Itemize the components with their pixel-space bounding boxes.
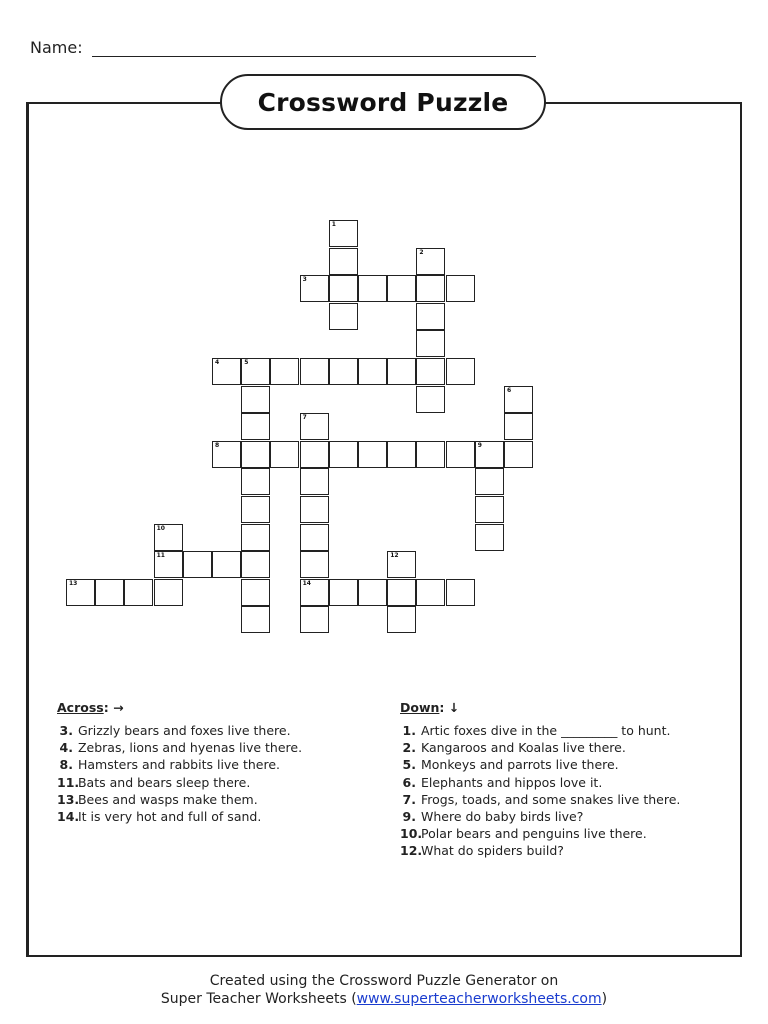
clue-number: 1. — [402, 723, 416, 738]
grid-cell[interactable] — [387, 358, 416, 385]
grid-cell[interactable] — [300, 551, 329, 578]
clue-number: 10. — [400, 826, 423, 842]
cell-number: 7 — [302, 414, 307, 422]
grid-cell[interactable] — [475, 496, 504, 523]
grid-cell[interactable] — [300, 496, 329, 523]
grid-cell[interactable] — [183, 551, 212, 578]
clue-text: Kangaroos and Koalas live there. — [420, 740, 626, 756]
grid-cell[interactable] — [241, 524, 270, 551]
grid-cell[interactable] — [416, 358, 445, 385]
grid-cell[interactable] — [475, 441, 504, 468]
grid-cell[interactable] — [358, 358, 387, 385]
down-colon: : — [439, 700, 445, 715]
grid-cell[interactable] — [154, 579, 183, 606]
grid-cell[interactable] — [212, 358, 241, 385]
clue-text: What do spiders build? — [420, 843, 564, 859]
grid-cell[interactable] — [300, 441, 329, 468]
across-list — [57, 722, 377, 825]
clue-item — [57, 722, 377, 739]
grid-cell[interactable] — [504, 413, 533, 440]
grid-cell[interactable] — [416, 330, 445, 357]
clue-text: Hamsters and rabbits live there. — [77, 757, 281, 773]
cell-number: 9 — [477, 441, 482, 449]
clue-number: 4. — [59, 740, 73, 756]
cell-number: 2 — [419, 248, 424, 256]
clue-number: 8. — [59, 757, 73, 773]
clue-number: 11. — [57, 774, 80, 790]
grid-cell[interactable] — [329, 358, 358, 385]
grid-cell[interactable] — [241, 413, 270, 440]
grid-cell[interactable] — [212, 551, 241, 578]
grid-cell[interactable] — [387, 275, 416, 302]
footer-line-1: Created using the Crossword Puzzle Generator on — [209, 973, 559, 989]
cell-number: 10 — [156, 524, 165, 532]
cell-number: 14 — [302, 579, 311, 587]
grid-cell[interactable] — [300, 579, 329, 606]
grid-cell[interactable] — [416, 441, 445, 468]
cell-number: 5 — [244, 359, 249, 366]
grid-cell[interactable] — [241, 358, 270, 385]
grid-cell[interactable] — [416, 248, 445, 275]
grid-cell[interactable] — [66, 579, 95, 606]
title-banner — [220, 74, 546, 130]
grid-cell[interactable] — [416, 579, 445, 606]
clue-item — [57, 756, 377, 773]
page-title: Crossword Puzzle — [257, 87, 509, 117]
clue-item — [400, 842, 740, 859]
clue-item — [400, 808, 740, 825]
across-clues — [57, 700, 377, 825]
footer-line-2 — [0, 990, 768, 1008]
clue-text: Polar bears and penguins live there. — [420, 826, 647, 842]
grid-cell[interactable] — [329, 441, 358, 468]
across-colon: : — [103, 700, 109, 715]
grid-cell[interactable] — [446, 275, 475, 302]
grid-cell[interactable] — [300, 524, 329, 551]
grid-cell[interactable] — [270, 358, 299, 385]
clue-number: 13. — [57, 791, 80, 807]
cell-number: 12 — [390, 552, 399, 560]
clue-item — [400, 825, 740, 842]
clue-text: Artic foxes dive in the _________ to hunt. — [420, 723, 671, 738]
grid-cell[interactable] — [241, 468, 270, 495]
down-clues — [400, 700, 740, 860]
cell-number: 4 — [215, 359, 220, 366]
grid-cell[interactable] — [329, 220, 358, 247]
clue-number: 2. — [402, 740, 416, 756]
grid-cell[interactable] — [358, 275, 387, 302]
name-blank-field[interactable] — [92, 56, 536, 57]
clue-text: Elephants and hippos love it. — [420, 774, 603, 790]
grid-cell[interactable] — [416, 275, 445, 302]
across-heading — [57, 700, 377, 714]
grid-cell[interactable] — [241, 606, 270, 633]
cell-number: 11 — [156, 552, 165, 560]
grid-cell[interactable] — [300, 358, 329, 385]
grid-cell[interactable] — [241, 551, 270, 578]
grid-cell[interactable] — [95, 579, 124, 606]
down-title: Down — [400, 700, 440, 715]
clue-text: Grizzly bears and foxes live there. — [77, 723, 291, 738]
name-label: Name: — [30, 38, 83, 57]
down-list — [400, 722, 740, 860]
clue-item — [400, 739, 740, 756]
grid-cell[interactable] — [446, 579, 475, 606]
clue-item — [57, 774, 377, 791]
grid-cell[interactable] — [154, 524, 183, 551]
grid-cell[interactable] — [154, 551, 183, 578]
grid-cell[interactable] — [358, 441, 387, 468]
footer — [0, 972, 768, 1008]
clue-text: Bats and bears sleep there. — [77, 774, 251, 790]
grid-cell[interactable] — [300, 275, 329, 302]
grid-cell[interactable] — [358, 579, 387, 606]
grid-cell[interactable] — [387, 441, 416, 468]
grid-cell[interactable] — [329, 248, 358, 275]
grid-cell[interactable] — [504, 386, 533, 413]
across-title: Across — [57, 700, 104, 715]
cell-number: 8 — [215, 441, 220, 449]
clue-item — [57, 791, 377, 808]
clue-item — [400, 756, 740, 773]
grid-cell[interactable] — [300, 468, 329, 495]
grid-cell[interactable] — [475, 468, 504, 495]
grid-cell[interactable] — [124, 579, 153, 606]
down-arrow-icon: ↓ — [448, 700, 460, 715]
right-arrow-icon: → — [113, 700, 124, 715]
clue-number: 5. — [402, 757, 416, 773]
clue-text: Frogs, toads, and some snakes live there. — [420, 791, 681, 807]
footer-link[interactable]: www.superteacherworksheets.com — [356, 991, 602, 1007]
clue-text: Zebras, lions and hyenas live there. — [77, 740, 303, 756]
clue-number: 9. — [402, 808, 416, 824]
grid-cell[interactable] — [446, 358, 475, 385]
cell-number: 1 — [331, 221, 336, 228]
grid-cell[interactable] — [300, 606, 329, 633]
grid-cell[interactable] — [212, 441, 241, 468]
cell-number: 13 — [69, 579, 78, 587]
footer-suffix: ) — [601, 991, 608, 1007]
clue-item — [400, 774, 740, 791]
clue-number: 12. — [400, 843, 423, 859]
clue-text: Where do baby birds live? — [420, 808, 584, 824]
grid-cell[interactable] — [241, 441, 270, 468]
grid-cell[interactable] — [329, 275, 358, 302]
down-heading — [400, 700, 740, 714]
clue-item — [57, 808, 377, 825]
grid-cell[interactable] — [241, 496, 270, 523]
grid-cell[interactable] — [329, 303, 358, 330]
grid-cell[interactable] — [446, 441, 475, 468]
grid-cell[interactable] — [504, 441, 533, 468]
grid-cell[interactable] — [241, 386, 270, 413]
clue-number: 6. — [402, 774, 416, 790]
grid-cell[interactable] — [329, 579, 358, 606]
grid-cell[interactable] — [300, 413, 329, 440]
grid-cell[interactable] — [387, 579, 416, 606]
name-line — [30, 38, 87, 57]
clue-number: 14. — [57, 808, 80, 824]
grid-cell[interactable] — [270, 441, 299, 468]
grid-cell[interactable] — [416, 386, 445, 413]
clue-text: Monkeys and parrots live there. — [420, 757, 619, 773]
clue-number: 7. — [402, 791, 416, 807]
grid-cell[interactable] — [475, 524, 504, 551]
clue-item — [57, 739, 377, 756]
grid-cell[interactable] — [387, 551, 416, 578]
cell-number: 3 — [302, 276, 307, 284]
clue-number: 3. — [59, 723, 73, 738]
clue-text: It is very hot and full of sand. — [77, 808, 262, 824]
cell-number: 6 — [507, 386, 512, 394]
clue-text: Bees and wasps make them. — [77, 791, 258, 807]
footer-prefix: Super Teacher Worksheets ( — [160, 991, 357, 1007]
grid-cell[interactable] — [416, 303, 445, 330]
clue-item — [400, 722, 740, 739]
clue-item — [400, 791, 740, 808]
grid-cell[interactable] — [241, 579, 270, 606]
grid-cell[interactable] — [387, 606, 416, 633]
